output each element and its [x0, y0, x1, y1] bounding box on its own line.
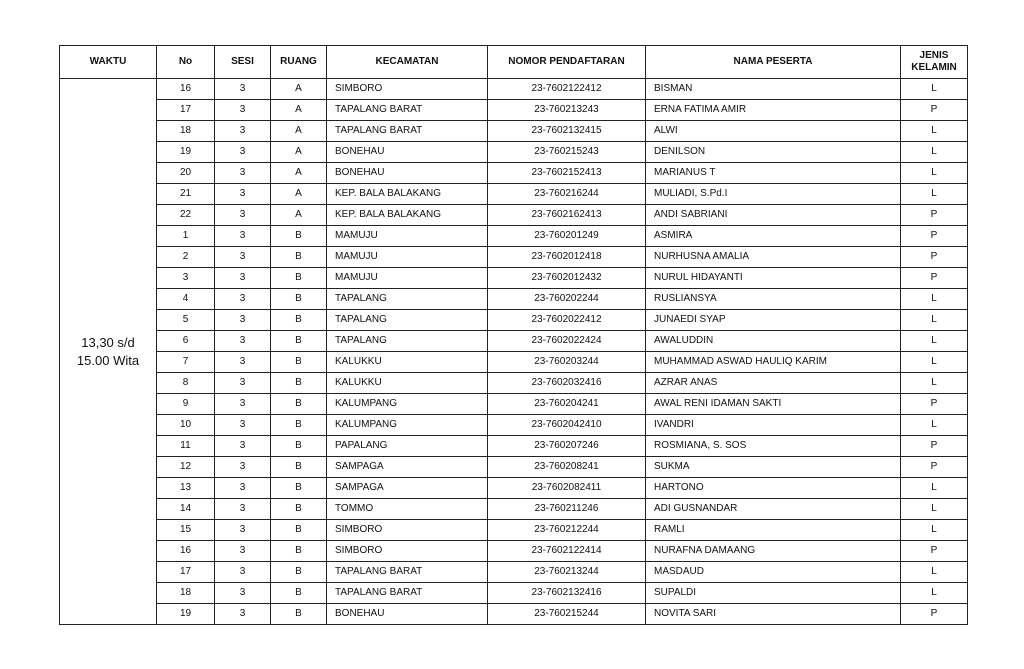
cell-no: 10: [157, 415, 215, 436]
cell-kecamatan: KEP. BALA BALAKANG: [327, 184, 488, 205]
cell-nomor-pendaftaran: 23-7602012432: [488, 268, 646, 289]
cell-ruang: B: [271, 226, 327, 247]
cell-kecamatan: SIMBORO: [327, 520, 488, 541]
table-row: [60, 583, 968, 604]
cell-nomor-pendaftaran: 23-7602122414: [488, 541, 646, 562]
waktu-line2: 15.00 Wita: [76, 352, 140, 368]
cell-nomor-pendaftaran: 23-760215244: [488, 604, 646, 625]
cell-kecamatan: TAPALANG: [327, 289, 488, 310]
cell-nama-peserta: BISMAN: [646, 79, 901, 100]
cell-sesi: 3: [215, 583, 271, 604]
cell-no: 2: [157, 247, 215, 268]
cell-nomor-pendaftaran: 23-7602012418: [488, 247, 646, 268]
cell-no: 12: [157, 457, 215, 478]
cell-jenis-kelamin: L: [901, 79, 968, 100]
cell-sesi: 3: [215, 604, 271, 625]
cell-jenis-kelamin: L: [901, 415, 968, 436]
table-row: [60, 163, 968, 184]
cell-kecamatan: TOMMO: [327, 499, 488, 520]
cell-sesi: 3: [215, 226, 271, 247]
participant-schedule-sheet: [59, 45, 968, 625]
cell-nomor-pendaftaran: 23-760215243: [488, 142, 646, 163]
table-row: [60, 415, 968, 436]
cell-nama-peserta: MARIANUS T: [646, 163, 901, 184]
table-row: [60, 499, 968, 520]
cell-no: 8: [157, 373, 215, 394]
cell-sesi: 3: [215, 268, 271, 289]
header-ruang: RUANG: [271, 46, 327, 79]
cell-nomor-pendaftaran: 23-760216244: [488, 184, 646, 205]
cell-kecamatan: BONEHAU: [327, 604, 488, 625]
cell-kecamatan: TAPALANG: [327, 310, 488, 331]
cell-sesi: 3: [215, 499, 271, 520]
cell-nama-peserta: HARTONO: [646, 478, 901, 499]
cell-jenis-kelamin: L: [901, 562, 968, 583]
header-no: No: [157, 46, 215, 79]
cell-kecamatan: MAMUJU: [327, 268, 488, 289]
cell-nama-peserta: ALWI: [646, 121, 901, 142]
cell-ruang: A: [271, 205, 327, 226]
header-kecamatan: KECAMATAN: [327, 46, 488, 79]
cell-jenis-kelamin: L: [901, 352, 968, 373]
cell-sesi: 3: [215, 310, 271, 331]
cell-nomor-pendaftaran: 23-7602022412: [488, 310, 646, 331]
cell-ruang: B: [271, 394, 327, 415]
cell-sesi: 3: [215, 541, 271, 562]
cell-kecamatan: KALUKKU: [327, 352, 488, 373]
cell-jenis-kelamin: L: [901, 583, 968, 604]
cell-sesi: 3: [215, 352, 271, 373]
table-row: [60, 79, 968, 100]
header-nama-peserta: NAMA PESERTA: [646, 46, 901, 79]
cell-jenis-kelamin: P: [901, 247, 968, 268]
cell-ruang: B: [271, 562, 327, 583]
cell-ruang: B: [271, 478, 327, 499]
cell-kecamatan: MAMUJU: [327, 226, 488, 247]
cell-kecamatan: KALUMPANG: [327, 394, 488, 415]
table-row: [60, 331, 968, 352]
table-row: [60, 226, 968, 247]
cell-ruang: B: [271, 499, 327, 520]
cell-nomor-pendaftaran: 23-760202244: [488, 289, 646, 310]
cell-nomor-pendaftaran: 23-7602082411: [488, 478, 646, 499]
cell-sesi: 3: [215, 520, 271, 541]
cell-nomor-pendaftaran: 23-760212244: [488, 520, 646, 541]
cell-kecamatan: BONEHAU: [327, 142, 488, 163]
cell-nama-peserta: MULIADI, S.Pd.I: [646, 184, 901, 205]
cell-kecamatan: MAMUJU: [327, 247, 488, 268]
cell-jenis-kelamin: L: [901, 163, 968, 184]
cell-no: 18: [157, 583, 215, 604]
cell-sesi: 3: [215, 79, 271, 100]
cell-nama-peserta: DENILSON: [646, 142, 901, 163]
cell-nama-peserta: ANDI SABRIANI: [646, 205, 901, 226]
cell-nomor-pendaftaran: 23-7602152413: [488, 163, 646, 184]
cell-nomor-pendaftaran: 23-760201249: [488, 226, 646, 247]
cell-ruang: B: [271, 310, 327, 331]
cell-nomor-pendaftaran: 23-7602162413: [488, 205, 646, 226]
cell-jenis-kelamin: P: [901, 604, 968, 625]
cell-sesi: 3: [215, 142, 271, 163]
cell-nama-peserta: IVANDRI: [646, 415, 901, 436]
cell-nomor-pendaftaran: 23-760211246: [488, 499, 646, 520]
cell-nomor-pendaftaran: 23-7602032416: [488, 373, 646, 394]
cell-kecamatan: TAPALANG BARAT: [327, 583, 488, 604]
cell-jenis-kelamin: P: [901, 457, 968, 478]
cell-no: 17: [157, 562, 215, 583]
cell-ruang: A: [271, 100, 327, 121]
table-row: [60, 100, 968, 121]
table-row: [60, 541, 968, 562]
cell-ruang: B: [271, 457, 327, 478]
table-body: [60, 79, 968, 625]
cell-jenis-kelamin: P: [901, 394, 968, 415]
cell-kecamatan: PAPALANG: [327, 436, 488, 457]
cell-nama-peserta: MUHAMMAD ASWAD HAULIQ KARIM: [646, 352, 901, 373]
cell-nama-peserta: NOVITA SARI: [646, 604, 901, 625]
table-row: [60, 247, 968, 268]
table-row: [60, 373, 968, 394]
cell-jenis-kelamin: P: [901, 226, 968, 247]
table-row: [60, 436, 968, 457]
cell-sesi: 3: [215, 100, 271, 121]
cell-ruang: B: [271, 541, 327, 562]
cell-no: 16: [157, 541, 215, 562]
cell-nomor-pendaftaran: 23-7602042410: [488, 415, 646, 436]
cell-nomor-pendaftaran: 23-7602122412: [488, 79, 646, 100]
header-sesi: SESI: [215, 46, 271, 79]
cell-ruang: A: [271, 163, 327, 184]
cell-no: 6: [157, 331, 215, 352]
header-nomor-pendaftaran: NOMOR PENDAFTARAN: [488, 46, 646, 79]
table-row: [60, 604, 968, 625]
table-header: [60, 46, 968, 79]
table-row: [60, 520, 968, 541]
cell-sesi: 3: [215, 205, 271, 226]
cell-sesi: 3: [215, 247, 271, 268]
cell-no: 20: [157, 163, 215, 184]
cell-sesi: 3: [215, 289, 271, 310]
cell-no: 14: [157, 499, 215, 520]
cell-sesi: 3: [215, 436, 271, 457]
cell-kecamatan: BONEHAU: [327, 163, 488, 184]
cell-ruang: B: [271, 520, 327, 541]
cell-nama-peserta: NURAFNA DAMAANG: [646, 541, 901, 562]
header-jk-line2: KELAMIN: [911, 62, 957, 73]
cell-nama-peserta: NURUL HIDAYANTI: [646, 268, 901, 289]
cell-jenis-kelamin: P: [901, 100, 968, 121]
cell-sesi: 3: [215, 478, 271, 499]
header-jenis-kelamin: [901, 46, 968, 79]
cell-jenis-kelamin: P: [901, 205, 968, 226]
cell-jenis-kelamin: L: [901, 310, 968, 331]
cell-no: 4: [157, 289, 215, 310]
table-row: [60, 121, 968, 142]
cell-jenis-kelamin: L: [901, 331, 968, 352]
cell-jenis-kelamin: P: [901, 541, 968, 562]
cell-jenis-kelamin: L: [901, 121, 968, 142]
cell-jenis-kelamin: L: [901, 142, 968, 163]
cell-ruang: A: [271, 142, 327, 163]
cell-jenis-kelamin: P: [901, 436, 968, 457]
cell-nomor-pendaftaran: 23-760207246: [488, 436, 646, 457]
cell-ruang: B: [271, 352, 327, 373]
table-row: [60, 352, 968, 373]
cell-waktu: [60, 79, 157, 625]
cell-no: 18: [157, 121, 215, 142]
cell-ruang: B: [271, 373, 327, 394]
cell-no: 13: [157, 478, 215, 499]
table-row: [60, 478, 968, 499]
cell-no: 5: [157, 310, 215, 331]
cell-kecamatan: TAPALANG BARAT: [327, 562, 488, 583]
cell-jenis-kelamin: L: [901, 373, 968, 394]
cell-no: 17: [157, 100, 215, 121]
cell-kecamatan: TAPALANG: [327, 331, 488, 352]
cell-nama-peserta: JUNAEDI SYAP: [646, 310, 901, 331]
cell-ruang: B: [271, 331, 327, 352]
cell-kecamatan: KALUMPANG: [327, 415, 488, 436]
cell-nomor-pendaftaran: 23-7602132415: [488, 121, 646, 142]
header-row: [60, 46, 968, 79]
cell-nama-peserta: MASDAUD: [646, 562, 901, 583]
cell-nama-peserta: ASMIRA: [646, 226, 901, 247]
cell-no: 19: [157, 142, 215, 163]
cell-ruang: A: [271, 184, 327, 205]
cell-nama-peserta: ROSMIANA, S. SOS: [646, 436, 901, 457]
cell-nama-peserta: ERNA FATIMA AMIR: [646, 100, 901, 121]
cell-no: 7: [157, 352, 215, 373]
cell-nama-peserta: ADI GUSNANDAR: [646, 499, 901, 520]
cell-nomor-pendaftaran: 23-7602022424: [488, 331, 646, 352]
cell-nama-peserta: AZRAR ANAS: [646, 373, 901, 394]
cell-jenis-kelamin: L: [901, 520, 968, 541]
table-row: [60, 457, 968, 478]
cell-jenis-kelamin: L: [901, 184, 968, 205]
header-jk-line1: JENIS: [919, 50, 949, 61]
cell-ruang: B: [271, 436, 327, 457]
cell-ruang: A: [271, 79, 327, 100]
cell-sesi: 3: [215, 184, 271, 205]
cell-nama-peserta: SUKMA: [646, 457, 901, 478]
cell-sesi: 3: [215, 394, 271, 415]
cell-jenis-kelamin: L: [901, 499, 968, 520]
cell-nomor-pendaftaran: 23-7602132416: [488, 583, 646, 604]
cell-nomor-pendaftaran: 23-760203244: [488, 352, 646, 373]
table-row: [60, 142, 968, 163]
table-row: [60, 205, 968, 226]
cell-nomor-pendaftaran: 23-760213243: [488, 100, 646, 121]
cell-sesi: 3: [215, 562, 271, 583]
cell-no: 22: [157, 205, 215, 226]
cell-kecamatan: KEP. BALA BALAKANG: [327, 205, 488, 226]
cell-ruang: B: [271, 415, 327, 436]
cell-no: 1: [157, 226, 215, 247]
cell-nama-peserta: NURHUSNA AMALIA: [646, 247, 901, 268]
table-row: [60, 394, 968, 415]
cell-jenis-kelamin: P: [901, 268, 968, 289]
cell-ruang: A: [271, 121, 327, 142]
cell-ruang: B: [271, 604, 327, 625]
cell-sesi: 3: [215, 415, 271, 436]
cell-nomor-pendaftaran: 23-760213244: [488, 562, 646, 583]
cell-no: 21: [157, 184, 215, 205]
cell-no: 11: [157, 436, 215, 457]
cell-sesi: 3: [215, 163, 271, 184]
table-row: [60, 562, 968, 583]
cell-sesi: 3: [215, 457, 271, 478]
cell-nama-peserta: SUPALDI: [646, 583, 901, 604]
table-row: [60, 310, 968, 331]
cell-nama-peserta: AWAL RENI IDAMAN SAKTI: [646, 394, 901, 415]
cell-no: 19: [157, 604, 215, 625]
table-row: [60, 289, 968, 310]
cell-kecamatan: SAMPAGA: [327, 478, 488, 499]
cell-jenis-kelamin: L: [901, 478, 968, 499]
cell-ruang: B: [271, 268, 327, 289]
cell-nama-peserta: RAMLI: [646, 520, 901, 541]
table-row: [60, 268, 968, 289]
cell-nama-peserta: AWALUDDIN: [646, 331, 901, 352]
cell-nomor-pendaftaran: 23-760204241: [488, 394, 646, 415]
cell-nama-peserta: RUSLIANSYA: [646, 289, 901, 310]
cell-sesi: 3: [215, 121, 271, 142]
cell-kecamatan: TAPALANG BARAT: [327, 121, 488, 142]
cell-no: 3: [157, 268, 215, 289]
participant-table: [59, 45, 968, 625]
waktu-line1: 13,30 s/d: [81, 334, 135, 350]
cell-kecamatan: KALUKKU: [327, 373, 488, 394]
cell-kecamatan: TAPALANG BARAT: [327, 100, 488, 121]
cell-sesi: 3: [215, 331, 271, 352]
cell-sesi: 3: [215, 373, 271, 394]
table-row: [60, 184, 968, 205]
cell-ruang: B: [271, 583, 327, 604]
cell-no: 15: [157, 520, 215, 541]
cell-nomor-pendaftaran: 23-760208241: [488, 457, 646, 478]
header-waktu: WAKTU: [60, 46, 157, 79]
cell-kecamatan: SIMBORO: [327, 79, 488, 100]
cell-jenis-kelamin: L: [901, 289, 968, 310]
cell-ruang: B: [271, 247, 327, 268]
cell-ruang: B: [271, 289, 327, 310]
cell-no: 9: [157, 394, 215, 415]
cell-kecamatan: SAMPAGA: [327, 457, 488, 478]
cell-kecamatan: SIMBORO: [327, 541, 488, 562]
cell-no: 16: [157, 79, 215, 100]
